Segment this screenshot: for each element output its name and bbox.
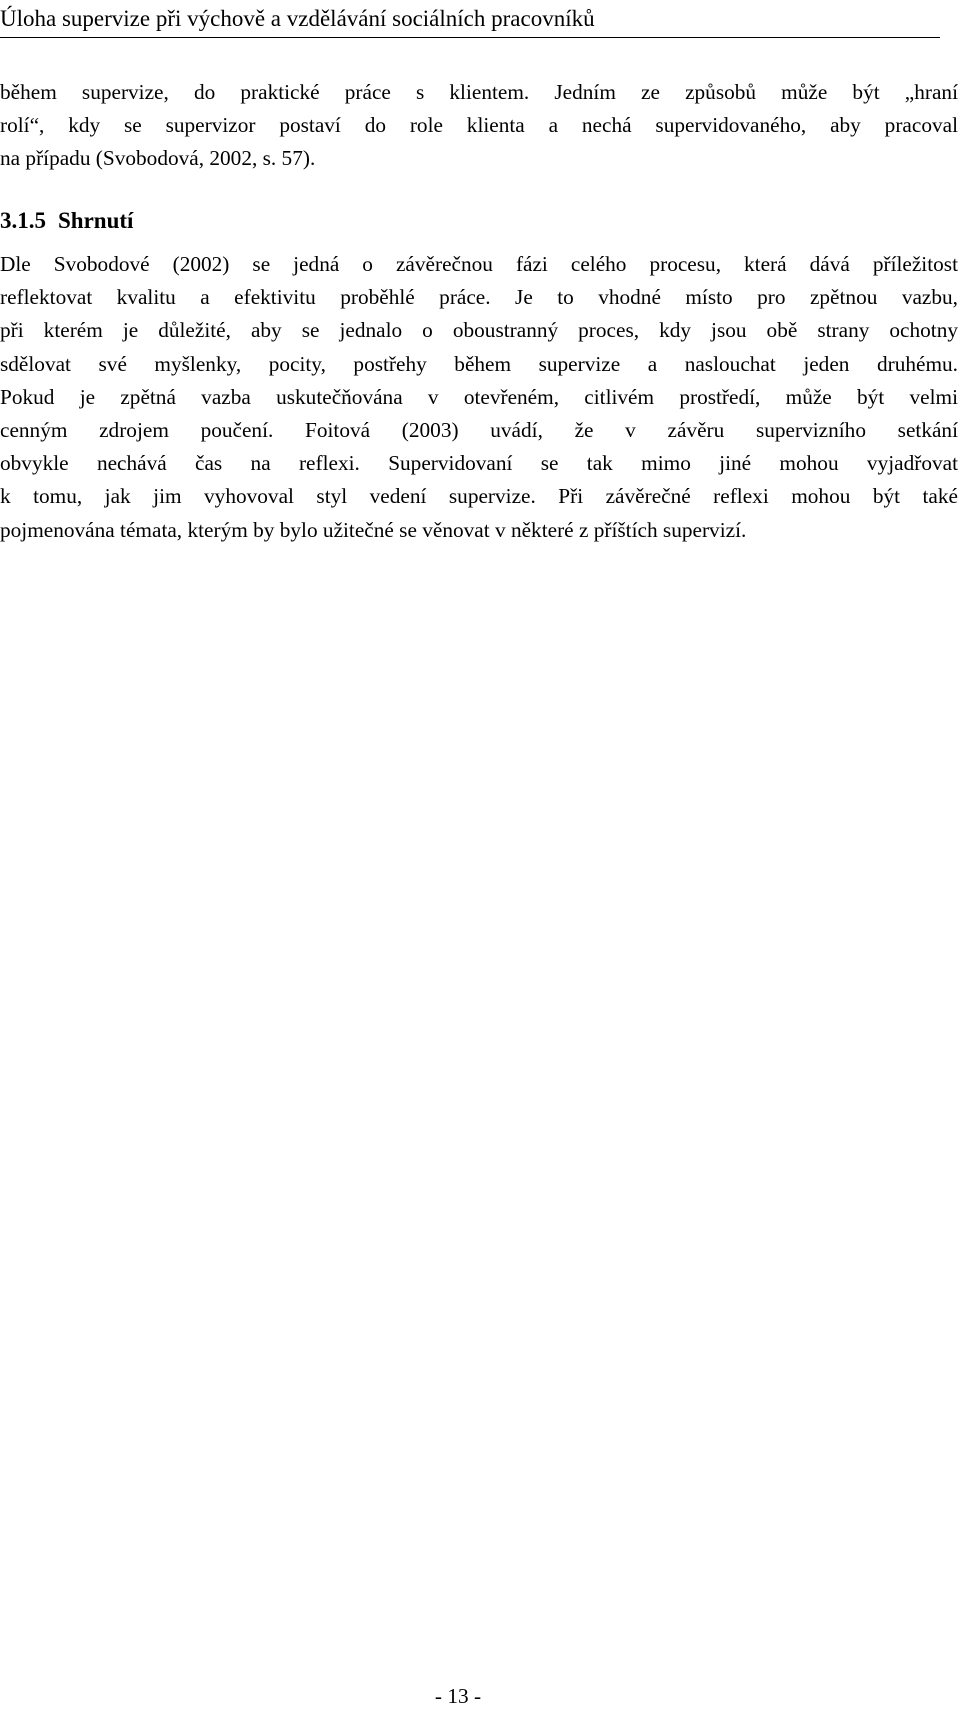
continuation-paragraph (0, 76, 958, 176)
section-heading (0, 204, 133, 238)
paragraph-line: Pokud je zpětná vazba uskutečňována v otevřeném, citlivém prostředí, může být velmi (0, 384, 958, 409)
paragraph-line: na případu (Svobodová, 2002, s. 57). (0, 146, 316, 171)
page-number (0, 1681, 960, 1711)
paragraph-line: při kterém je důležité, aby se jednalo o oboustranný proces, kdy jsou obě strany ochotny (0, 318, 958, 343)
paragraph-line: cenným zdrojem poučení. Foitová (2003) uvádí, že v závěru supervizního setkání (0, 418, 958, 443)
page-number-text: - 13 - (434, 1684, 482, 1708)
paragraph-line: rolí“, kdy se supervizor postaví do role klienta a nechá supervidovaného, aby pracoval (0, 113, 958, 138)
paragraph-line: reflektovat kvalitu a efektivitu proběhlé práce. Je to vhodné místo pro zpětnou vazbu, (0, 285, 958, 310)
section-number: 3.1.5 (0, 208, 46, 233)
paragraph-line: pojmenována témata, kterým by bylo užitečné se věnovat v některé z příštích supervizí. (0, 517, 747, 542)
running-header: Úloha supervize při výchově a vzdělávání sociálních pracovníků (0, 2, 940, 38)
paragraph-line: sdělovat své myšlenky, pocity, postřehy během supervize a naslouchat jeden druhému. (0, 351, 958, 376)
section-title: Shrnutí (58, 208, 134, 233)
paragraph-line: během supervize, do praktické práce s klientem. Jedním ze způsobů může být „hraní (0, 80, 958, 104)
summary-paragraph (0, 248, 958, 547)
paragraph-line: Dle Svobodové (2002) se jedná o závěrečnou fázi celého procesu, která dává příležitost (0, 252, 958, 276)
paragraph-line: k tomu, jak jim vyhovoval styl vedení supervize. Při závěrečné reflexi mohou být také (0, 484, 958, 509)
paragraph-line: obvykle nechává čas na reflexi. Supervidovaní se tak mimo jiné mohou vyjadřovat (0, 451, 958, 476)
